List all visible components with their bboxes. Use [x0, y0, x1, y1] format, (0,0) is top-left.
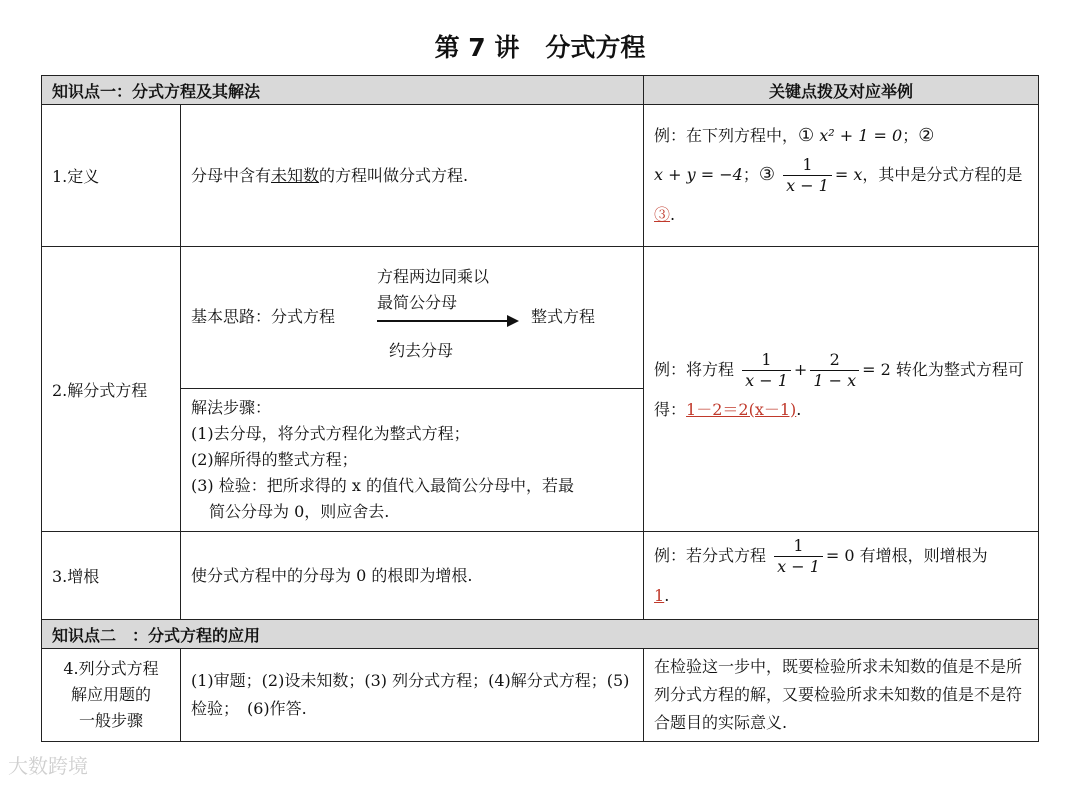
application-note: 在检验这一步中，既要检验所求未知数的值是不是所列分式方程的解，又要检验所求未知数的值是不是符合题目的实际意义.: [644, 649, 1039, 742]
arrow-icon: [377, 320, 509, 322]
section2-title: 知识点二 ：分式方程的应用: [42, 620, 1039, 649]
route-result: 整式方程: [531, 306, 596, 326]
solving-steps: 解法步骤： (1)去分母，将分式方程化为整式方程； (2)解所得的整式方程； (3) 检验：把所求得的 x 的值代入最简公分母中，若最 简公分母为 0，则应舍去.: [181, 389, 644, 532]
route-top-line1: 方程两边同乘以: [377, 266, 490, 286]
solving-example: 例：将方程 $\frac{1}{x - 1}$ + $\frac{2}{1 - x}$ = 2 转化为整式方程可得：1－2＝2(x－1).: [644, 247, 1039, 532]
row-application: [42, 649, 1039, 742]
row-solving: [42, 247, 1039, 389]
route-label: 基本思路：分式方程: [191, 306, 336, 326]
route-top-line2: 最简公分母: [377, 292, 458, 312]
row-label: 2.解分式方程: [42, 247, 181, 532]
lecture-topic: 分式方程: [545, 33, 646, 62]
answer: ③: [654, 205, 671, 224]
row-label: 3.增根: [42, 532, 181, 620]
knowledge-table: [41, 75, 1039, 742]
fraction: $\frac{1}{x - 1}$: [774, 536, 823, 577]
extraneous-root-example: 例：若分式方程 $\frac{1}{x - 1}$ = 0 有增根，则增根为 1.: [644, 532, 1039, 620]
fraction: $\frac{1}{x - 1}$: [742, 350, 791, 391]
section2-header: [42, 620, 1039, 649]
watermark: 大数跨境: [8, 754, 88, 778]
section1-header: [42, 76, 1039, 105]
lecture-number: 第 7 讲: [434, 33, 520, 62]
answer: 1－2＝2(x－1): [686, 399, 797, 419]
row-definition: [42, 105, 1039, 247]
definition-text: 分母中含有未知数的方程叫做分式方程.: [181, 105, 644, 247]
answer: 1: [654, 586, 665, 605]
fraction: $\frac{2}{1 - x}$: [810, 350, 859, 391]
row-label: 4.列分式方程 解应用题的 一般步骤: [42, 649, 181, 742]
page-title: [0, 28, 1080, 64]
row-extraneous-root: [42, 532, 1039, 620]
section1-title: 知识点一：分式方程及其解法: [42, 76, 644, 105]
application-steps: (1)审题；(2)设未知数；(3) 列分式方程；(4)解分式方程；(5)检验； (6)作答.: [181, 649, 644, 742]
fraction: $\frac{1}{x - 1}$: [783, 155, 832, 196]
route-bottom: 约去分母: [389, 340, 454, 360]
row-label: 1.定义: [42, 105, 181, 247]
definition-example: 例：在下列方程中，① x² + 1 = 0；② x + y = −4；③ $\frac{1}{x - 1}$ = x，其中是分式方程的是③.: [644, 105, 1039, 247]
basic-approach: [181, 247, 644, 389]
arrowhead-icon: [507, 315, 519, 327]
key-points-title: 关键点拨及对应举例: [644, 76, 1039, 105]
extraneous-root-text: 使分式方程中的分母为 0 的根即为增根.: [181, 532, 644, 620]
